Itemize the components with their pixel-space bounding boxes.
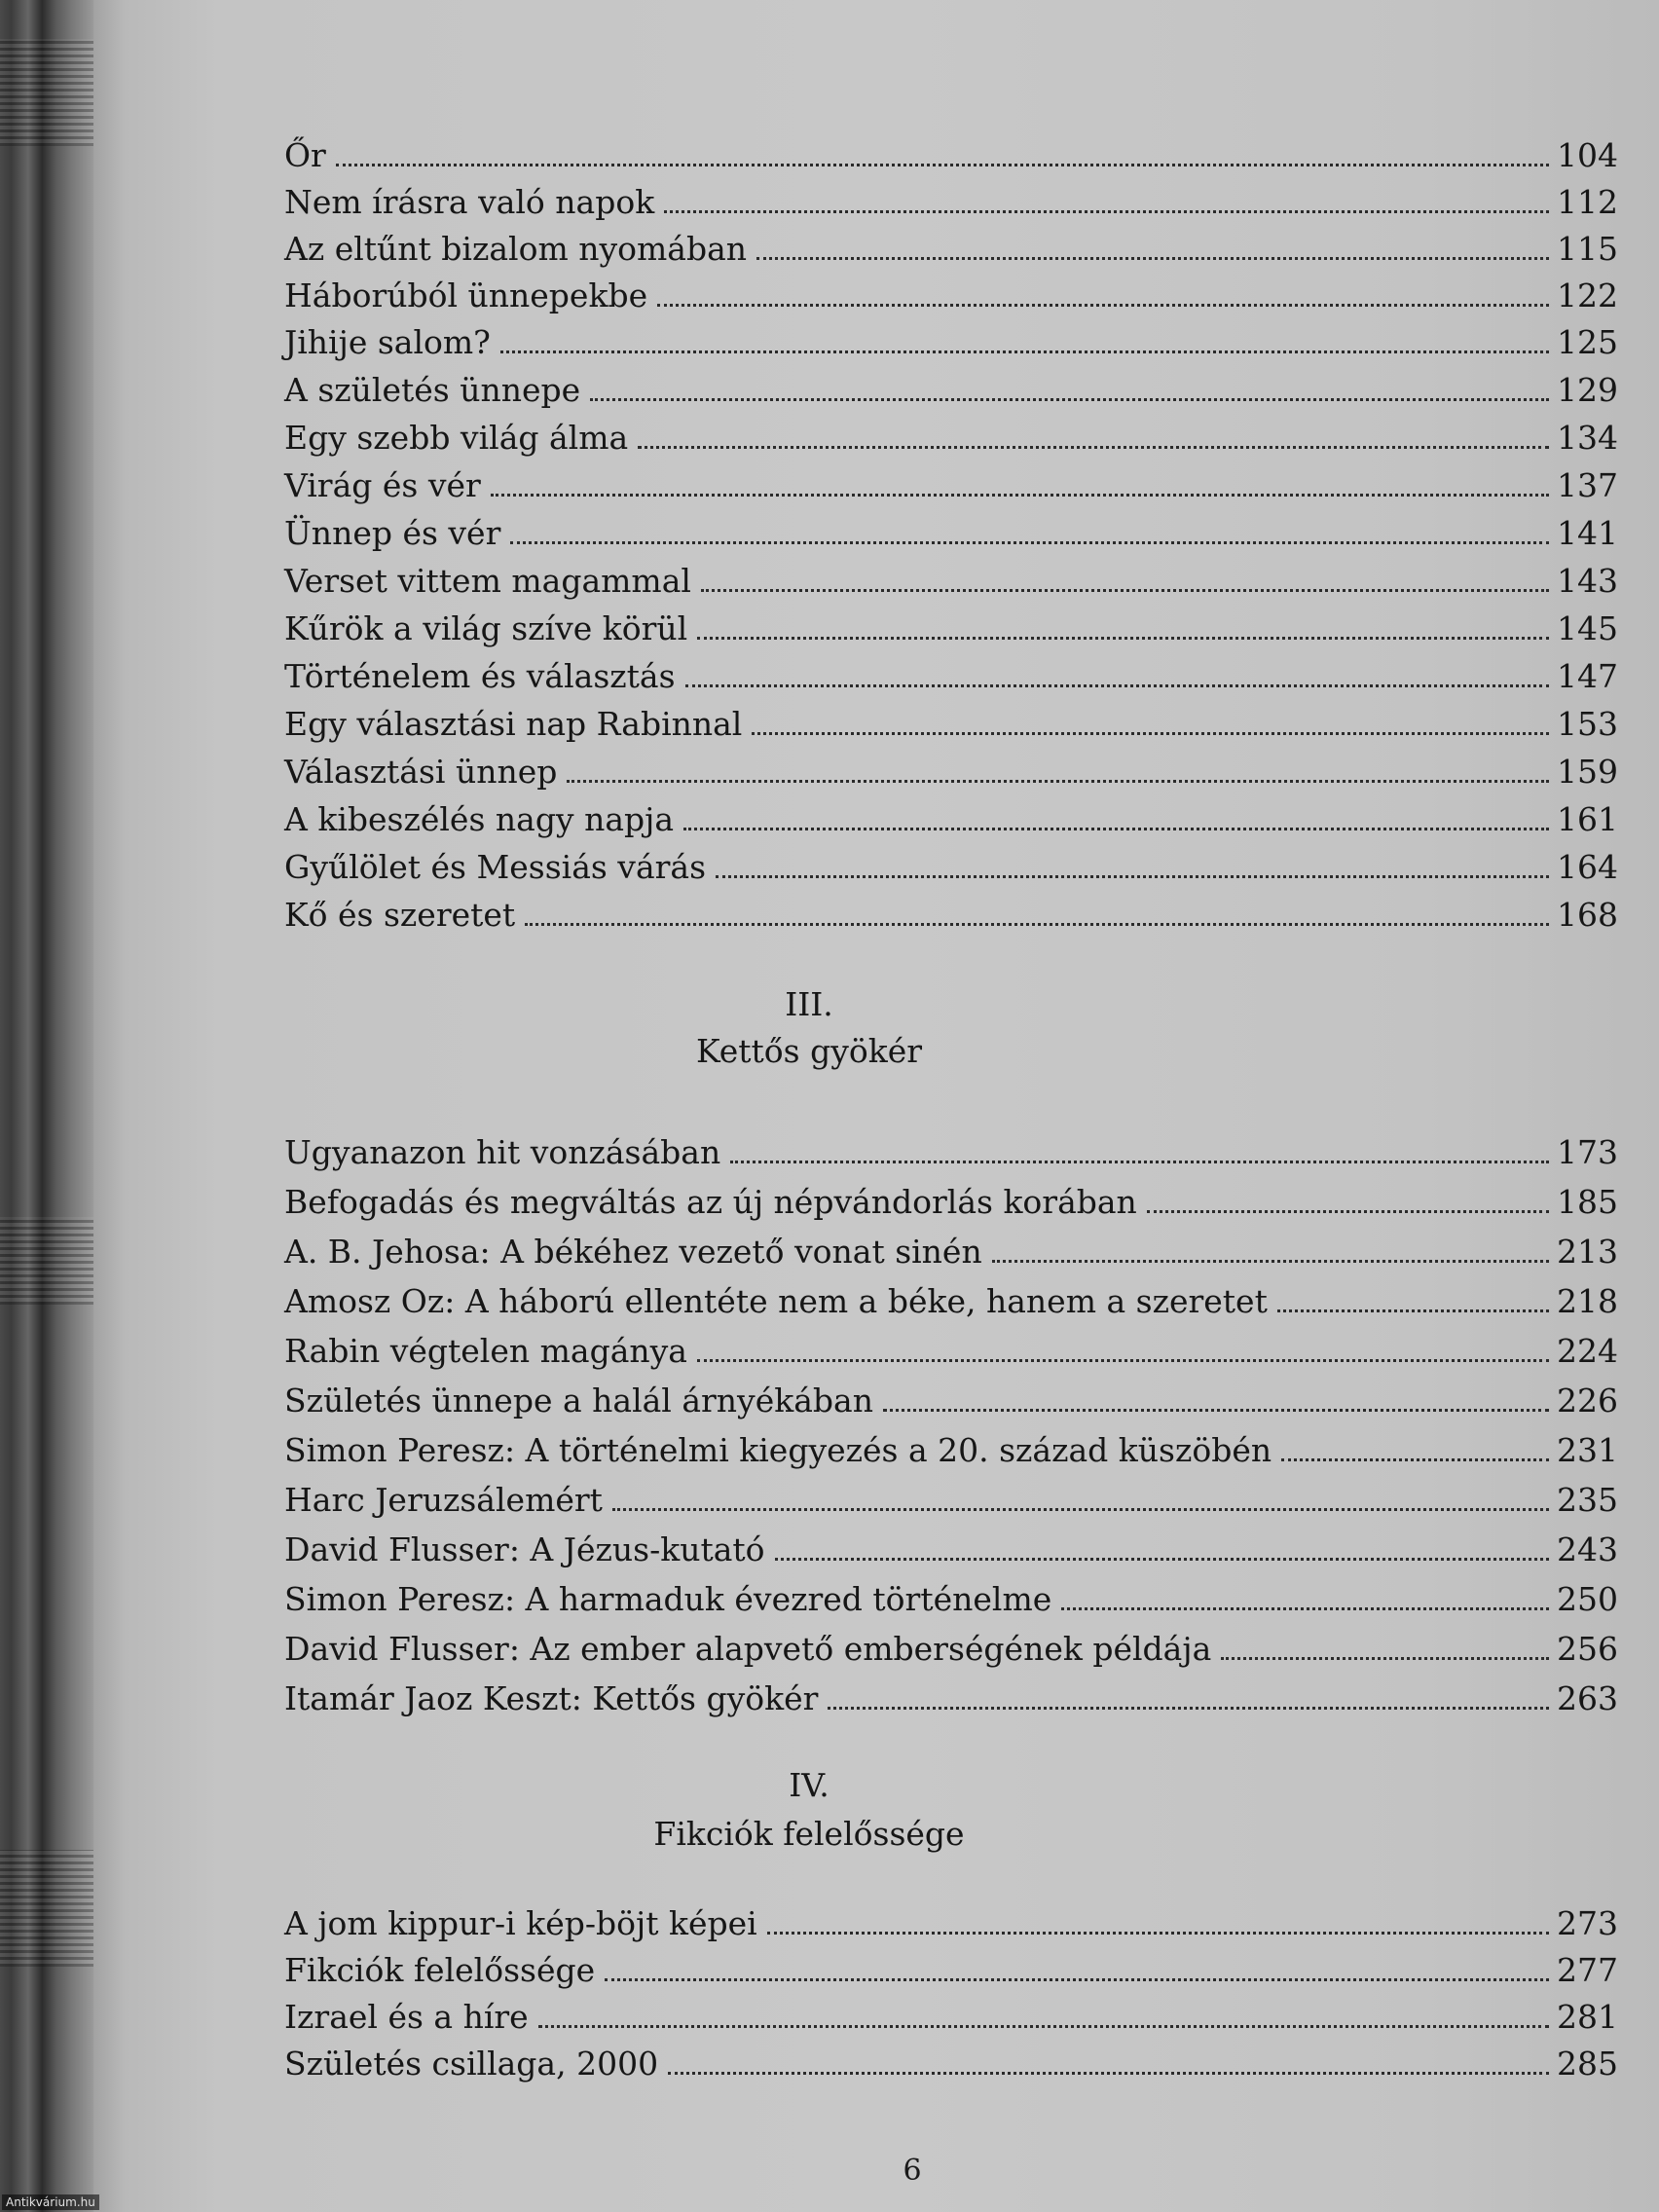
- dot-leader: [538, 2024, 1549, 2028]
- toc-entry-title: Virág és vér: [284, 466, 481, 504]
- dot-leader: [336, 163, 1549, 166]
- dot-leader: [664, 209, 1549, 213]
- toc-entry-title: Befogadás és megváltás az új népvándorlás korában: [284, 1183, 1137, 1221]
- toc-entry-page: 153: [1557, 705, 1618, 743]
- toc-entry-page: 256: [1557, 1630, 1618, 1668]
- dot-leader: [697, 1358, 1549, 1362]
- toc-entry-page: 125: [1557, 323, 1618, 361]
- toc-entry-page: 145: [1557, 609, 1618, 647]
- toc-entry-title: David Flusser: A Jézus-kutató: [284, 1530, 765, 1568]
- section-4-number: IV.: [789, 1766, 830, 1804]
- toc-entry-title: Ugyanazon hit vonzásában: [284, 1133, 721, 1171]
- toc-entry: [284, 230, 1618, 269]
- dot-leader: [525, 922, 1549, 926]
- toc-entry-page: 173: [1557, 1133, 1618, 1171]
- site-watermark: Antikvárium.hu: [2, 2194, 99, 2210]
- toc-entry-title: Jihije salom?: [284, 323, 491, 361]
- toc-entry-title: Gyűlölet és Messiás várás: [284, 848, 707, 886]
- toc-entry: [284, 896, 1618, 935]
- toc-entry-page: 281: [1557, 1998, 1618, 2036]
- dot-leader: [668, 2071, 1549, 2075]
- dot-leader: [590, 397, 1549, 401]
- toc-entry: [284, 705, 1618, 744]
- toc-entry: [284, 609, 1618, 648]
- toc-entry-title: Harc Jeruzsálemért: [284, 1481, 603, 1519]
- toc-entry: [284, 371, 1618, 410]
- toc-entry-page: 159: [1557, 753, 1618, 791]
- toc-entry: [284, 136, 1618, 175]
- toc-entry-page: 129: [1557, 371, 1618, 409]
- toc-entry-page: 161: [1557, 800, 1618, 838]
- dot-leader: [697, 636, 1549, 640]
- toc-entry-page: 147: [1557, 657, 1618, 695]
- dot-leader: [605, 1977, 1549, 1981]
- toc-entry-title: Rabin végtelen magánya: [284, 1332, 687, 1370]
- toc-entry-page: 185: [1557, 1183, 1618, 1221]
- toc-entry-title: Háborúból ünnepekbe: [284, 276, 648, 314]
- toc-entry: [284, 1183, 1618, 1222]
- toc-entry: [284, 1580, 1618, 1619]
- toc-entry: [284, 1679, 1618, 1718]
- toc-entry-title: Születés csillaga, 2000: [284, 2045, 659, 2083]
- toc-entry-title: Simon Peresz: A történelmi kiegyezés a 20. század küszöbén: [284, 1431, 1272, 1469]
- toc-entry-title: Történelem és választás: [284, 657, 676, 695]
- toc-entry-title: Egy szebb világ álma: [284, 419, 629, 457]
- toc-entry-page: 141: [1557, 514, 1618, 552]
- dot-leader: [491, 493, 1549, 497]
- toc-entry: [284, 514, 1618, 553]
- toc-entry-page: 213: [1557, 1233, 1618, 1271]
- toc-entry-title: A jom kippur-i kép-böjt képei: [284, 1904, 757, 1942]
- toc-entry-page: 224: [1557, 1332, 1618, 1370]
- dot-leader: [730, 1160, 1549, 1163]
- toc-entry-page: 235: [1557, 1481, 1618, 1519]
- toc-entry-title: A születés ünnepe: [284, 371, 581, 409]
- dot-leader: [716, 874, 1549, 878]
- spine-texture: [0, 1217, 93, 1305]
- section-4-title: Fikciók felelőssége: [653, 1815, 965, 1853]
- toc-entry: [284, 1951, 1618, 1990]
- toc-entry-title: David Flusser: Az ember alapvető emberségének példája: [284, 1630, 1212, 1668]
- toc-entry-page: 168: [1557, 896, 1618, 934]
- toc-entry: [284, 2045, 1618, 2083]
- toc-entry-title: A. B. Jehosa: A békéhez vezető vonat sinén: [284, 1233, 982, 1271]
- dot-leader: [657, 303, 1549, 307]
- toc-entry: [284, 276, 1618, 315]
- toc-entry-page: 104: [1557, 136, 1618, 174]
- dot-leader: [638, 445, 1549, 449]
- toc-entry-title: Az eltűnt bizalom nyomában: [284, 230, 748, 268]
- dot-leader: [683, 827, 1549, 830]
- toc-entry: [284, 848, 1618, 887]
- dot-leader: [500, 350, 1549, 353]
- dot-leader: [1277, 1309, 1549, 1312]
- toc-entry-title: Születés ünnepe a halál árnyékában: [284, 1382, 873, 1419]
- toc-entry: [284, 1530, 1618, 1569]
- toc-entry-title: Egy választási nap Rabinnal: [284, 705, 743, 743]
- dot-leader: [685, 683, 1549, 687]
- dot-leader: [612, 1507, 1549, 1511]
- dot-leader: [775, 1557, 1549, 1561]
- toc-entry: [284, 753, 1618, 792]
- toc-entry-title: Nem írásra való napok: [284, 183, 655, 221]
- dot-leader: [767, 1931, 1549, 1935]
- toc-entry-title: Verset vittem magammal: [284, 562, 691, 600]
- dot-leader: [1281, 1457, 1549, 1461]
- toc-entry-title: Amosz Oz: A háború ellentéte nem a béke, hanem a szeretet: [284, 1282, 1268, 1320]
- toc-entry: [284, 800, 1618, 839]
- page-number: 6: [903, 2154, 922, 2188]
- toc-entry-page: 243: [1557, 1530, 1618, 1568]
- toc-entry: [284, 562, 1618, 601]
- toc-entry-title: Ünnep és vér: [284, 514, 501, 552]
- spine-texture: [0, 39, 93, 146]
- toc-entry-title: Itamár Jaoz Keszt: Kettős gyökér: [284, 1679, 819, 1717]
- toc-entry-page: 263: [1557, 1679, 1618, 1717]
- toc-entry-title: Választási ünnep: [284, 753, 558, 791]
- toc-entry-page: 277: [1557, 1951, 1618, 1989]
- book-spine: [0, 0, 93, 2212]
- toc-entry-title: Fikciók felelőssége: [284, 1951, 596, 1989]
- toc-entry: [284, 419, 1618, 458]
- dot-leader: [756, 256, 1549, 260]
- toc-entry: [284, 1998, 1618, 2037]
- toc-entry: [284, 657, 1618, 696]
- spine-texture: [0, 1850, 93, 1967]
- toc-entry: [284, 1282, 1618, 1321]
- toc-entry: [284, 1382, 1618, 1420]
- toc-entry: [284, 1481, 1618, 1520]
- dot-leader: [701, 588, 1549, 592]
- toc-entry: [284, 1904, 1618, 1943]
- dot-leader: [1147, 1209, 1549, 1213]
- dot-leader: [828, 1706, 1549, 1710]
- book-page: [93, 0, 1659, 2212]
- toc-entry-title: A kibeszélés nagy napja: [284, 800, 675, 838]
- toc-entry-page: 134: [1557, 419, 1618, 457]
- section-3-title: Kettős gyökér: [695, 1032, 923, 1070]
- toc-entry: [284, 466, 1618, 505]
- toc-entry-page: 218: [1557, 1282, 1618, 1320]
- toc-entry: [284, 1630, 1618, 1669]
- dot-leader: [992, 1259, 1549, 1263]
- toc-entry: [284, 1133, 1618, 1172]
- toc-entry: [284, 1233, 1618, 1272]
- section-3-number: III.: [785, 985, 833, 1023]
- toc-entry-page: 285: [1557, 2045, 1618, 2083]
- toc-entry: [284, 323, 1618, 362]
- toc-entry-title: Őr: [284, 136, 326, 174]
- toc-entry-page: 164: [1557, 848, 1618, 886]
- toc-entry-page: 226: [1557, 1382, 1618, 1419]
- toc-entry-page: 250: [1557, 1580, 1618, 1618]
- toc-entry-page: 273: [1557, 1904, 1618, 1942]
- toc-entry-page: 137: [1557, 466, 1618, 504]
- dot-leader: [510, 540, 1549, 544]
- toc-entry-page: 143: [1557, 562, 1618, 600]
- dot-leader: [567, 779, 1549, 783]
- toc-entry-page: 112: [1557, 183, 1618, 221]
- toc-entry-title: Kő és szeretet: [284, 896, 516, 934]
- dot-leader: [1061, 1606, 1549, 1610]
- toc-entry-page: 115: [1557, 230, 1618, 268]
- dot-leader: [883, 1408, 1549, 1412]
- dot-leader: [1221, 1656, 1549, 1660]
- toc-entry: [284, 183, 1618, 222]
- toc-entry-title: Simon Peresz: A harmaduk évezred történelme: [284, 1580, 1052, 1618]
- dot-leader: [752, 731, 1549, 735]
- toc-entry-title: Kűrök a világ szíve körül: [284, 609, 688, 647]
- toc-entry-page: 231: [1557, 1431, 1618, 1469]
- toc-entry-title: Izrael és a híre: [284, 1998, 529, 2036]
- toc-entry-page: 122: [1557, 276, 1618, 314]
- toc-entry: [284, 1431, 1618, 1470]
- toc-entry: [284, 1332, 1618, 1371]
